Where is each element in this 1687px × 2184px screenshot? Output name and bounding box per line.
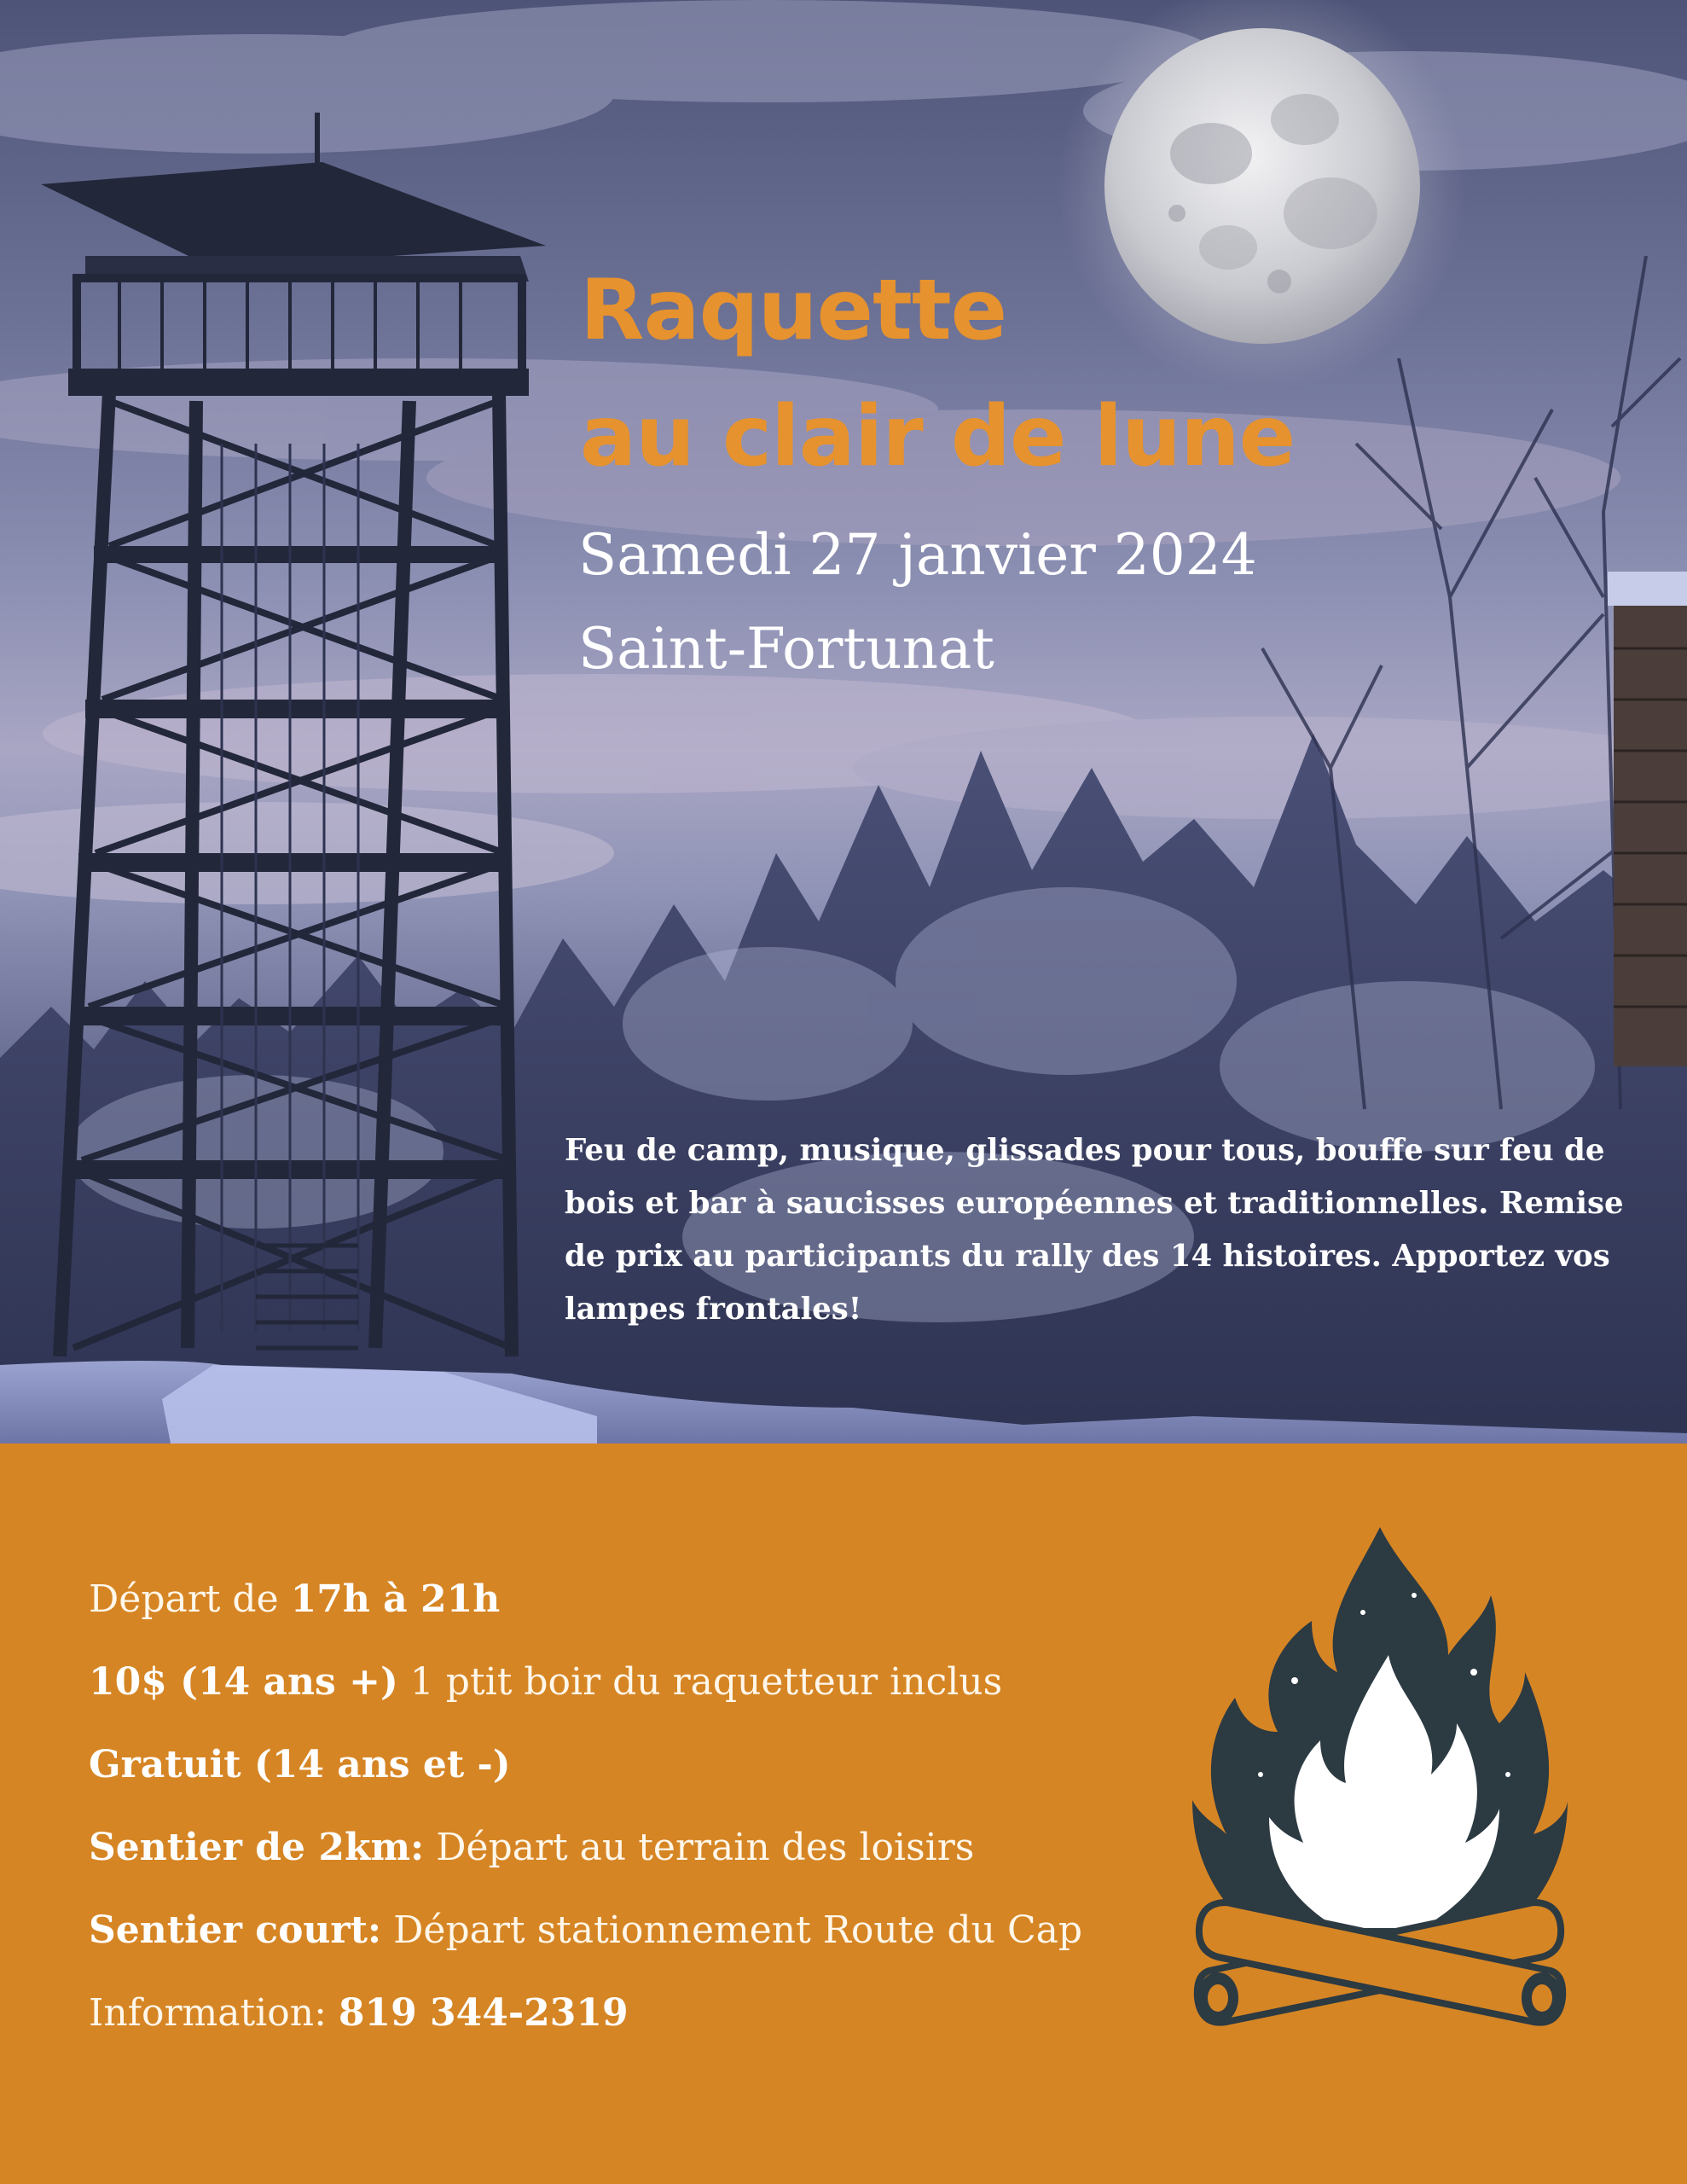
depart-label: Départ de (89, 1577, 291, 1621)
detail-trail-long (89, 1806, 1082, 1889)
event-details-list (89, 1558, 1082, 2054)
event-date: Samedi 27 janvier 2024 (578, 522, 1257, 588)
detail-trail-short (89, 1889, 1082, 1972)
detail-depart (89, 1558, 1082, 1641)
title-line-1: Raquette (580, 262, 1007, 359)
trail-short-label: Sentier court: (89, 1908, 382, 1952)
trail-long-label: Sentier de 2km: (89, 1826, 425, 1869)
campfire-icon (1192, 1527, 1568, 2039)
free-admission: Gratuit (14 ans et -) (89, 1743, 511, 1786)
trail-short-start: Départ stationnement Route du Cap (381, 1908, 1083, 1952)
price-note: 1 ptit boir du raquetteur inclus (397, 1660, 1003, 1704)
price-value: 10$ (14 ans +) (89, 1660, 398, 1704)
trail-long-start: Départ au terrain des loisirs (424, 1826, 975, 1869)
information-label: Information: (89, 1991, 339, 2035)
event-location: Saint-Fortunat (578, 616, 994, 682)
depart-time: 17h à 21h (290, 1577, 501, 1621)
title-line-2: au clair de lune (580, 388, 1296, 485)
information-phone: 819 344-2319 (338, 1991, 629, 2035)
cabin (1608, 572, 1687, 1066)
event-title (580, 247, 1295, 500)
detail-information (89, 1972, 1082, 2054)
event-description: Feu de camp, musique, glissades pour tous, bouffe sur feu de bois et bar à saucisses européennes et traditionnelles. Remise de prix au participants du rally des 14 histoires. Apportez vos lampes frontales! (565, 1133, 1624, 1327)
detail-price (89, 1641, 1082, 1723)
detail-free (89, 1723, 1082, 1806)
